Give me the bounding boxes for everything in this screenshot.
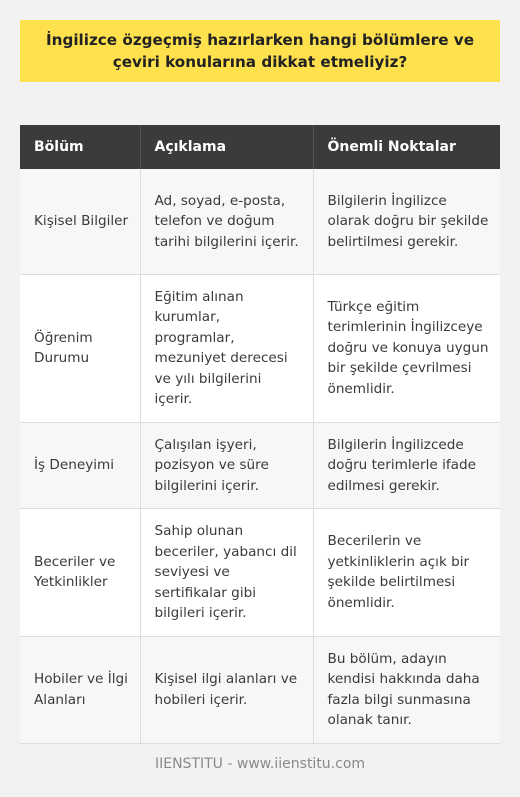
row-section-cell: Öğrenim Durumu [20,274,140,422]
row-key-points-cell: Türkçe eğitim terimlerinin İngilizceye doğru ve konuya uygun bir şekilde çevrilmesi önemlidir. [313,274,500,422]
row-section-cell: Hobiler ve İlgi Alanları [20,636,140,743]
row-description-cell: Sahip olunan beceriler, yabancı dil seviyesi ve sertifikalar gibi bilgileri içerir. [140,509,313,637]
column-header-description: Açıklama [140,125,313,169]
row-key-points-cell: Bu bölüm, adayın kendisi hakkında daha fazla bilgi sunmasına olanak tanır. [313,636,500,743]
row-key-points-cell: Bilgilerin İngilizcede doğru terimlerle ifade edilmesi gerekir. [313,422,500,509]
row-key-points-cell: Bilgilerin İngilizce olarak doğru bir şekilde belirtilmesi gerekir. [313,169,500,274]
info-table [20,125,500,744]
table-row [20,636,500,743]
row-section-cell: Kişisel Bilgiler [20,169,140,274]
row-key-points-cell: Becerilerin ve yetkinliklerin açık bir şekilde belirtilmesi önemlidir. [313,509,500,637]
row-description-cell: Ad, soyad, e-posta, telefon ve doğum tarihi bilgilerini içerir. [140,169,313,274]
column-header-section: Bölüm [20,125,140,169]
table-header-row [20,125,500,169]
title-banner [20,20,500,82]
table-row [20,169,500,274]
table-row [20,274,500,422]
row-section-cell: İş Deneyimi [20,422,140,509]
row-description-cell: Eğitim alınan kurumlar, programlar, mezuniyet derecesi ve yılı bilgilerini içerir. [140,274,313,422]
footer-credit: IIENSTITU - www.iienstitu.com [154,756,366,772]
column-header-key-points: Önemli Noktalar [327,139,456,155]
table-row [20,422,500,509]
row-section-cell: Beceriler ve Yetkinlikler [20,509,140,637]
page-title: İngilizce özgeçmiş hazırlarken hangi bölümlere ve çeviri konularına dikkat etmeliyiz? [46,31,474,71]
row-description-cell: Çalışılan işyeri, pozisyon ve süre bilgilerini içerir. [140,422,313,509]
row-description-cell: Kişisel ilgi alanları ve hobileri içerir. [140,636,313,743]
table-row [20,509,500,637]
